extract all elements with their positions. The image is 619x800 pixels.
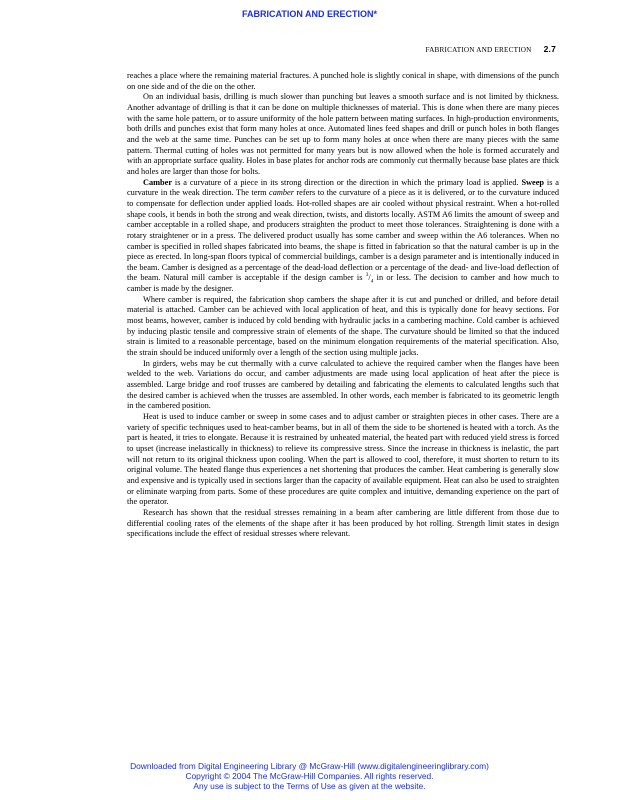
- paragraph: [127, 359, 559, 412]
- text-run: in or less. The decision to camber and how much to camber is made by the designer.: [127, 273, 560, 294]
- text-run: is a curvature of a piece in its strong direction or the direction in which the primary load is applied.: [172, 177, 522, 187]
- running-title: FABRICATION AND ERECTION: [425, 46, 532, 54]
- text-run: Heat is used to induce camber or sweep in some cases and to adjust camber or straighten pieces in other cases. There are a variety of specific techniques used to heat-camber beams, but in all of them the side to be shortened is heated with a torch. As the part is heated, it tries to elongate. Because it is restrained by unheated material, the heated part with reduced yield stress is forced to upset (increase inelastically in thickness) to relieve its compressive stress. Since the increase in thickness is inelastic, the part will not return to its original thickness upon cooling. When the part is allowed to cool, therefore, it must shorten to return to its original volume. The heated flange thus experiences a net shortening that produces the camber. Heat cambering is generally slow and expensive and is typically used in sections larger than the capacity of available equipment. Heat can also be used to straighten or eliminate warping from parts. Some of these procedures are quite complex and intuitive, demanding experience on the part of the operator.: [127, 412, 559, 507]
- text-run: 3: [365, 272, 369, 279]
- footer-download-link[interactable]: Downloaded from Digital Engineering Library @ McGraw-Hill (www.digitalengineeringlibrary.com): [130, 761, 489, 771]
- paragraph: [127, 412, 559, 508]
- text-run: Research has shown that the residual stresses remaining in a beam after cambering are little different from those due to differential cooling rates of the elements of the shape after it has been produced by hot rolling. Strength limit states in design specifications include the effect of residual stresses where relevant.: [127, 507, 559, 539]
- bold-term: Sweep: [521, 177, 545, 187]
- footer-terms-of-use[interactable]: Any use is subject to the Terms of Use as given at the website.: [193, 780, 426, 791]
- bold-term: Camber: [143, 177, 173, 187]
- running-header: [425, 44, 556, 54]
- paragraph: [127, 71, 559, 92]
- text-run: Where camber is required, the fabrication shop cambers the shape after it is cut and punched or drilled, and before detail material is attached. Camber can be achieved with local application of heat, and this is typically done for heavy sections. For most beams, however, camber is induced by cold bending with hydraulic jacks in a cambering machine. Cold camber is achieved by inducing plastic tensile and compressive strain of elements of the shape. The curvature should be limited so that the induced strain is limited to a reasonable percentage, based on the minimum elongation requirements of the material specification. Also, the strain should be induced uniformly over a length of the section using multiple jacks.: [127, 294, 559, 358]
- text-run: 4: [370, 279, 374, 286]
- text-run: On an individual basis, drilling is much slower than punching but leaves a smooth surface and is not limited by thickness. Another advantage of drilling is that it can be done on multiple thicknesses of material. This is done when there are many pieces with the same hole pattern, or to assure uniformity of the hole pattern between mating surfaces. In high-production environments, both drills and punches exist that form many holes at once. Automated lines feed shapes and drill or punch holes in both flanges and the web at the same time. Punches can be set up to form many holes at once when there are many pieces with the same pattern. Thermal cutting of holes was not permitted for many years but is now allowed when the hole is formed accurately and with an appropriate surface quality. Holes in base plates for anchor rods are commonly cut thermally because base plates are thick and holes are larger than those for bolts.: [127, 92, 559, 176]
- italic-term: camber: [269, 188, 294, 198]
- paragraph: [127, 92, 559, 177]
- text-run: is a curvature in the weak direction. The term: [127, 177, 559, 198]
- footer-copyright[interactable]: Copyright © 2004 The McGraw-Hill Companies. All rights reserved.: [185, 770, 434, 781]
- paragraph: [127, 178, 559, 295]
- body-text: [127, 71, 559, 540]
- paragraph: [127, 508, 559, 540]
- page-number: 2.7: [543, 44, 556, 54]
- chapter-title-link[interactable]: FABRICATION AND ERECTION*: [242, 9, 377, 19]
- text-run: /: [368, 273, 371, 283]
- paragraph: [127, 295, 559, 359]
- text-run: reaches a place where the remaining material fractures. A punched hole is slightly conical in shape, with dimensions of the punch on one side and of the die on the other.: [127, 71, 559, 91]
- footer: [0, 762, 619, 791]
- text-run: refers to the curvature of a piece as it is delivered, or to the curvature induced to compensate for deflection under applied loads. Hot-rolled shapes are air cooled without physical restraint. When a hot-rolled shape cools, it bends in both the strong and weak direction, twists, and distorts locally. ASTM A6 limits the amount of sweep and camber acceptable in a rolled shape, and producers straighten the product to meet those tolerances. Straightening is done with a rotary straightener or in a press. The delivered product usually has some camber and sweep within the A6 tolerances. When no camber is specified in rolled shapes fabricated into beams, the shape is fitted in fabrication so that the natural camber is up in the piece as erected. In long-span floors typical of commercial buildings, camber is a design parameter and is intentionally induced in the beam. Camber is designed as a percentage of the dead-load deflection or a percentage of the dead- and live-load deflection of the beam. Natural mill camber is acceptable if the design camber is: [127, 188, 559, 283]
- text-run: In girders, webs may be cut thermally with a curve calculated to achieve the required camber when the flanges have been welded to the web. Variations do occur, and camber adjustments are made using local application of heat after the piece is assembled. Large bridge and roof trusses are cambered by detailing and fabricating the elements to calculated lengths such that the desired camber is achieved when the trusses are assembled. In other words, each member is fabricated to its geometric length in the cambered position.: [127, 358, 559, 411]
